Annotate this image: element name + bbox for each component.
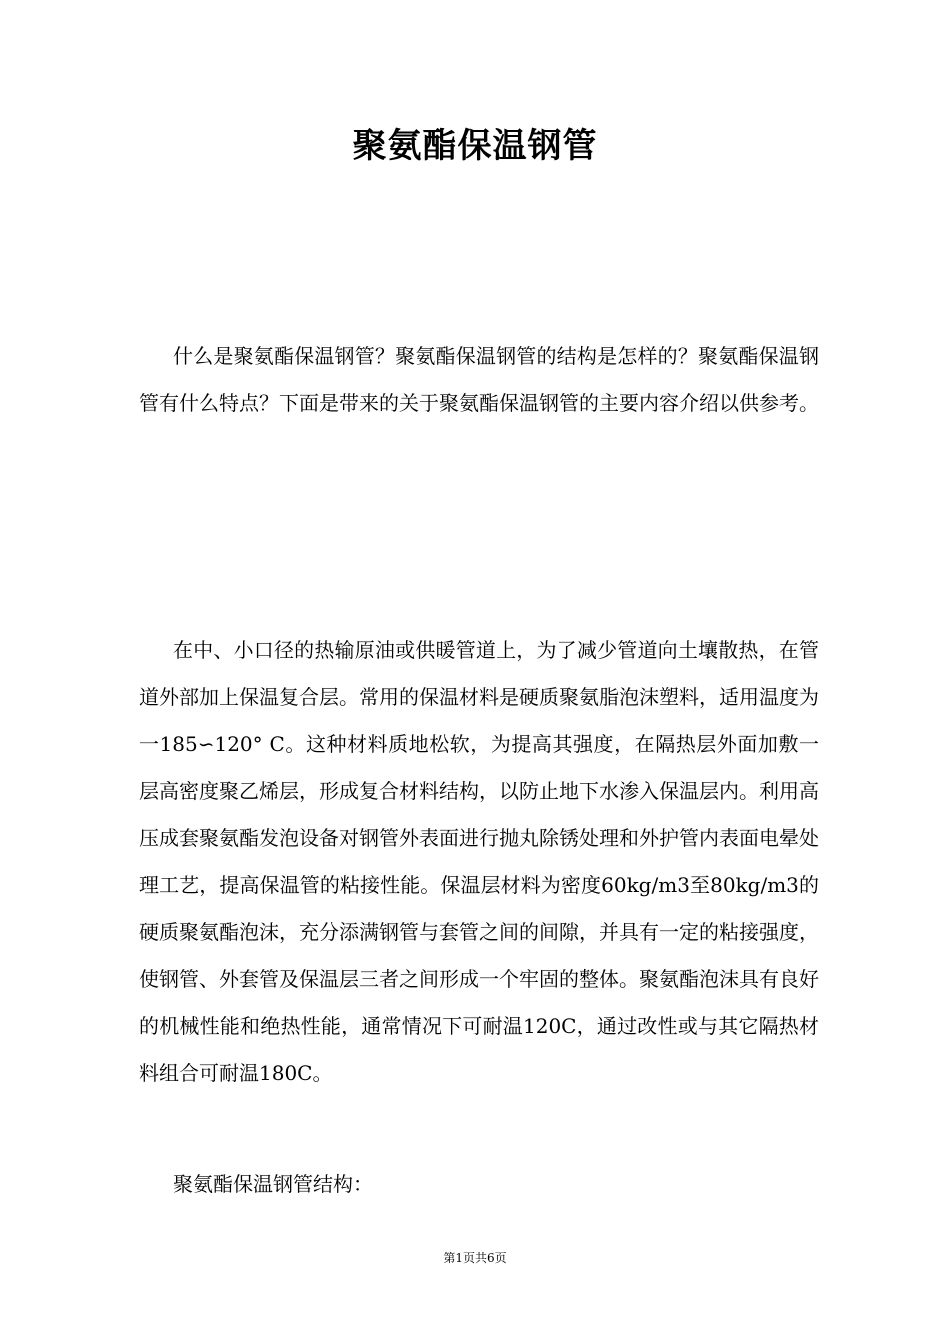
- main-paragraph: 在中、小口径的热输原油或供暖管道上，为了减少管道向土壤散热，在管道外部加上保温复合层。常用的保温材料是硬质聚氨脂泡沫塑料，适用温度为一185∽120° C。这种材料质地松软，为提高其强度，在隔热层外面加敷一层高密度聚乙烯层，形成复合材料结构，以防止地下水渗入保温层内。利用高压成套聚氨酯发泡设备对钢管外表面进行抛丸除锈处理和外护管内表面电晕处理工艺，提高保温管的粘接性能。保温层材料为密度60kg/m3至80kg/m3的硬质聚氨酯泡沫，充分添满钢管与套管之间的间隙，并具有一定的粘接强度，使钢管、外套管及保温层三者之间形成一个牢固的整体。聚氨酯泡沫具有良好的机械性能和绝热性能，通常情况下可耐温120C，通过改性或与其它隔热材料组合可耐温180C。: [139, 638, 819, 1085]
- structure-heading: 聚氨酯保温钢管结构：: [173, 1172, 373, 1196]
- page-footer: 第1页共6页: [443, 1251, 507, 1265]
- intro-paragraph: 什么是聚氨酯保温钢管？聚氨酯保温钢管的结构是怎样的？聚氨酯保温钢管有什么特点？下面是带来的关于聚氨酯保温钢管的主要内容介绍以供参考。: [139, 344, 819, 415]
- page-title: 聚氨酯保温钢管: [352, 126, 598, 166]
